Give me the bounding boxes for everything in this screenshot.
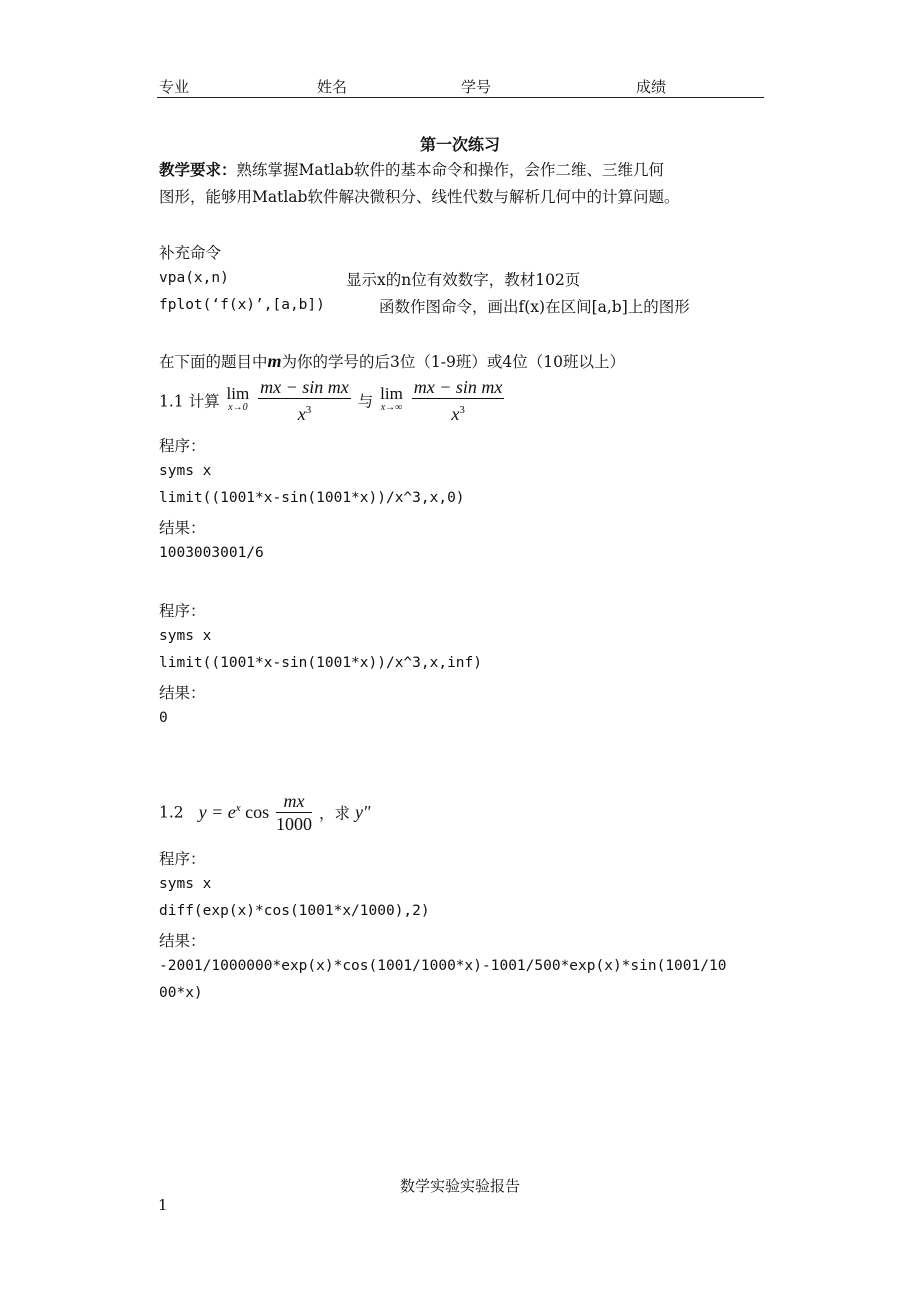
lim-sub-2: x→∞ (380, 401, 403, 413)
header-name: 姓名 (317, 78, 348, 96)
lim-sub-1: x→0 (228, 401, 248, 413)
fraction-1-numerator: mx − sin mx (260, 377, 349, 397)
q2-cos: cos (245, 802, 270, 822)
q2-result-line-2: 00*x) (159, 985, 203, 1001)
fraction-2 (412, 376, 505, 425)
requirements-text-2: 图形，能够用Matlab软件解决微积分、线性代数与解析几何中的计算问题。 (159, 188, 680, 206)
q2-fraction-denominator: 1000 (276, 814, 313, 834)
question-1-1 (159, 376, 506, 425)
q1a-code-2: limit((1001*x-sin(1001*x))/x^3,x,0) (159, 490, 465, 506)
q2-target: y" (354, 802, 371, 822)
q1b-code-2: limit((1001*x-sin(1001*x))/x^3,x,inf) (159, 655, 483, 671)
q1b-result-label: 结果： (159, 684, 206, 702)
q1-label: 1.1 计算 (159, 392, 220, 411)
q2-exp: x (235, 802, 241, 814)
fraction-2-numerator: mx − sin mx (413, 377, 503, 397)
supplement-desc-fplot: 函数作图命令，画出f(x)在区间[a,b]上的图形 (379, 298, 690, 316)
assignment-note (159, 350, 625, 372)
q2-lhs-wrap (199, 802, 270, 822)
supplement-heading: 补充命令 (159, 244, 222, 262)
limit-2 (380, 383, 403, 415)
note-after: 为你的学号的后3位（1-9班）或4位（10班以上） (281, 353, 625, 371)
fraction-2-den-base: x (451, 404, 460, 424)
q1a-result: 1003003001/6 (159, 545, 264, 561)
header-major: 专业 (159, 78, 190, 96)
q2-result-label: 结果： (159, 932, 206, 950)
q2-code-2: diff(exp(x)*cos(1001*x/1000),2) (159, 903, 430, 919)
fraction-1 (258, 376, 351, 425)
lim-word-2: lim (380, 383, 403, 403)
q1a-result-label: 结果： (159, 519, 206, 537)
header-student-id: 学号 (461, 78, 492, 96)
header-grade: 成绩 (636, 78, 667, 96)
fraction-1-den-exp: 3 (305, 404, 312, 416)
requirements-label: 教学要求： (159, 160, 237, 179)
supplement-cmd-vpa: vpa(x,n) (159, 270, 229, 286)
limit-1 (226, 383, 250, 415)
requirements-text-1: 熟练掌握Matlab软件的基本命令和操作，会作二维、三维几何 (236, 161, 664, 179)
question-1-2 (159, 790, 371, 835)
page-number: 1 (158, 1196, 168, 1214)
supplement-cmd-fplot: fplot(‘f(x)’,[a,b]) (159, 297, 325, 313)
lim-word-1: lim (226, 383, 250, 403)
q2-fraction (276, 790, 312, 835)
q1a-code-1: syms x (159, 463, 212, 479)
q1-connector: 与 (357, 392, 374, 411)
q2-result-line-1: -2001/1000000*exp(x)*cos(1001/1000*x)-1001/500*exp(x)*sin(1001/10 (159, 958, 727, 974)
header-rule (157, 97, 764, 98)
q2-program-label: 程序： (159, 850, 206, 868)
q1b-code-1: syms x (159, 628, 212, 644)
requirements-line-1 (159, 158, 664, 180)
fraction-1-den-base: x (297, 404, 306, 424)
supplement-desc-vpa: 显示x的n位有效数字，教材102页 (346, 271, 581, 289)
fraction-2-den-exp: 3 (459, 404, 465, 416)
note-var: m (267, 351, 282, 371)
note-before: 在下面的题目中 (159, 353, 268, 371)
q2-lhs: y = e (198, 802, 236, 822)
q1b-program-label: 程序： (159, 602, 206, 620)
q2-code-1: syms x (159, 876, 212, 892)
footer-text: 数学实验实验报告 (399, 1177, 520, 1195)
q1b-result: 0 (159, 710, 168, 726)
q2-ask: ，求 (318, 804, 350, 823)
q2-fraction-numerator: mx (276, 790, 312, 813)
q1a-program-label: 程序： (159, 437, 206, 455)
page-title: 第一次练习 (419, 135, 500, 154)
q2-label: 1.2 (159, 803, 184, 822)
